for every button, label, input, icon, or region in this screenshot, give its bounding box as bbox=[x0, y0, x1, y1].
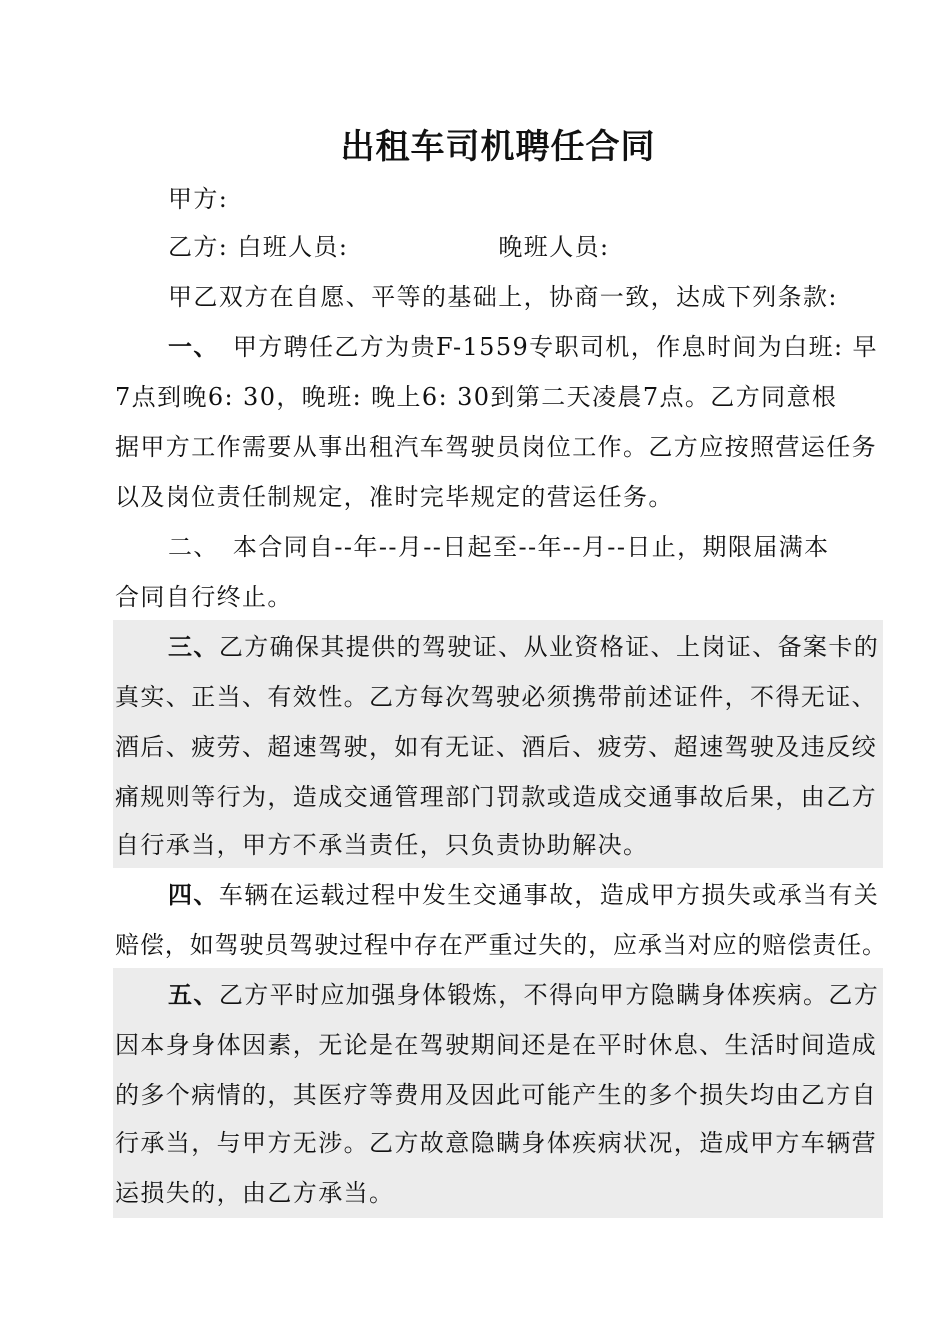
clause3-line1 bbox=[168, 622, 879, 672]
clause3-number: 三、 bbox=[168, 633, 219, 661]
clause1-line4: 以及岗位责任制规定，准时完毕规定的营运任务。 bbox=[115, 483, 674, 511]
clause3-line4: 痛规则等行为，造成交通管理部门罚款或造成交通事故后果，由乙方 bbox=[115, 783, 877, 811]
clause2-line2: 合同自行终止。 bbox=[115, 583, 293, 611]
clause5-line1 bbox=[168, 970, 879, 1020]
clause1-line1 bbox=[168, 322, 878, 372]
clause5-line5: 运损失的，由乙方承当。 bbox=[115, 1179, 395, 1207]
clause1-line2: 7点到晚6: 30，晚班: 晚上6: 30到第二天凌晨7点。乙方同意根 bbox=[115, 383, 838, 411]
clause5-line3: 的多个病情的，其医疗等费用及因此可能产生的多个损失均由乙方自 bbox=[115, 1081, 877, 1109]
clause4-line2: 赔偿，如驾驶员驾驶过程中存在严重过失的，应承当对应的赔偿责任。 bbox=[115, 931, 887, 959]
clause3-text-1: 乙方确保其提供的驾驶证、从业资格证、上岗证、备案卡的 bbox=[218, 633, 880, 661]
clause2-line1 bbox=[168, 522, 830, 572]
clause1-line3: 据甲方工作需要从事出租汽车驾驶员岗位工作。乙方应按照营运任务 bbox=[115, 433, 877, 461]
party-b-label: 乙方: 白班人员: bbox=[168, 233, 349, 261]
clause1-number: 一、 bbox=[168, 333, 219, 361]
clause5-number: 五、 bbox=[168, 981, 219, 1009]
clause4-number: 四、 bbox=[168, 881, 219, 909]
clause3-line5: 自行承当，甲方不承当责任，只负责协助解决。 bbox=[115, 831, 649, 859]
clause3-line2: 真实、正当、有效性。乙方每次驾驶必须携带前述证件，不得无证、 bbox=[115, 683, 877, 711]
party-b-line bbox=[168, 222, 610, 272]
night-shift-label: 晚班人员: bbox=[498, 233, 610, 261]
clause5-line2: 因本身身体因素，无论是在驾驶期间还是在平时休息、生活时间造成 bbox=[115, 1031, 877, 1059]
clause4-text-1: 车辆在运载过程中发生交通事故，造成甲方损失或承当有关 bbox=[218, 881, 880, 909]
contract-title: 出租车司机聘任合同 bbox=[340, 127, 656, 167]
clause5-line4: 行承当，与甲方无涉。乙方故意隐瞒身体疾病状况，造成甲方车辆营 bbox=[115, 1129, 877, 1157]
clause2-text-1: 本合同自--年--月--日起至--年--月--日止，期限届满本 bbox=[232, 533, 830, 561]
clause2-number: 二、 bbox=[168, 533, 219, 561]
clause5-text-1: 乙方平时应加强身体锻炼，不得向甲方隐瞒身体疾病。乙方 bbox=[218, 981, 880, 1009]
clause3-line3: 酒后、疲劳、超速驾驶，如有无证、酒后、疲劳、超速驾驶及违反绞 bbox=[115, 733, 877, 761]
party-a-label: 甲方: bbox=[168, 185, 229, 213]
clause4-line1 bbox=[168, 870, 879, 920]
intro-text: 甲乙双方在自愿、平等的基础上，协商一致，达成下列条款: bbox=[168, 283, 838, 311]
clause1-text-1: 甲方聘任乙方为贵F-1559专职司机，作息时间为白班: 早 bbox=[232, 333, 878, 361]
